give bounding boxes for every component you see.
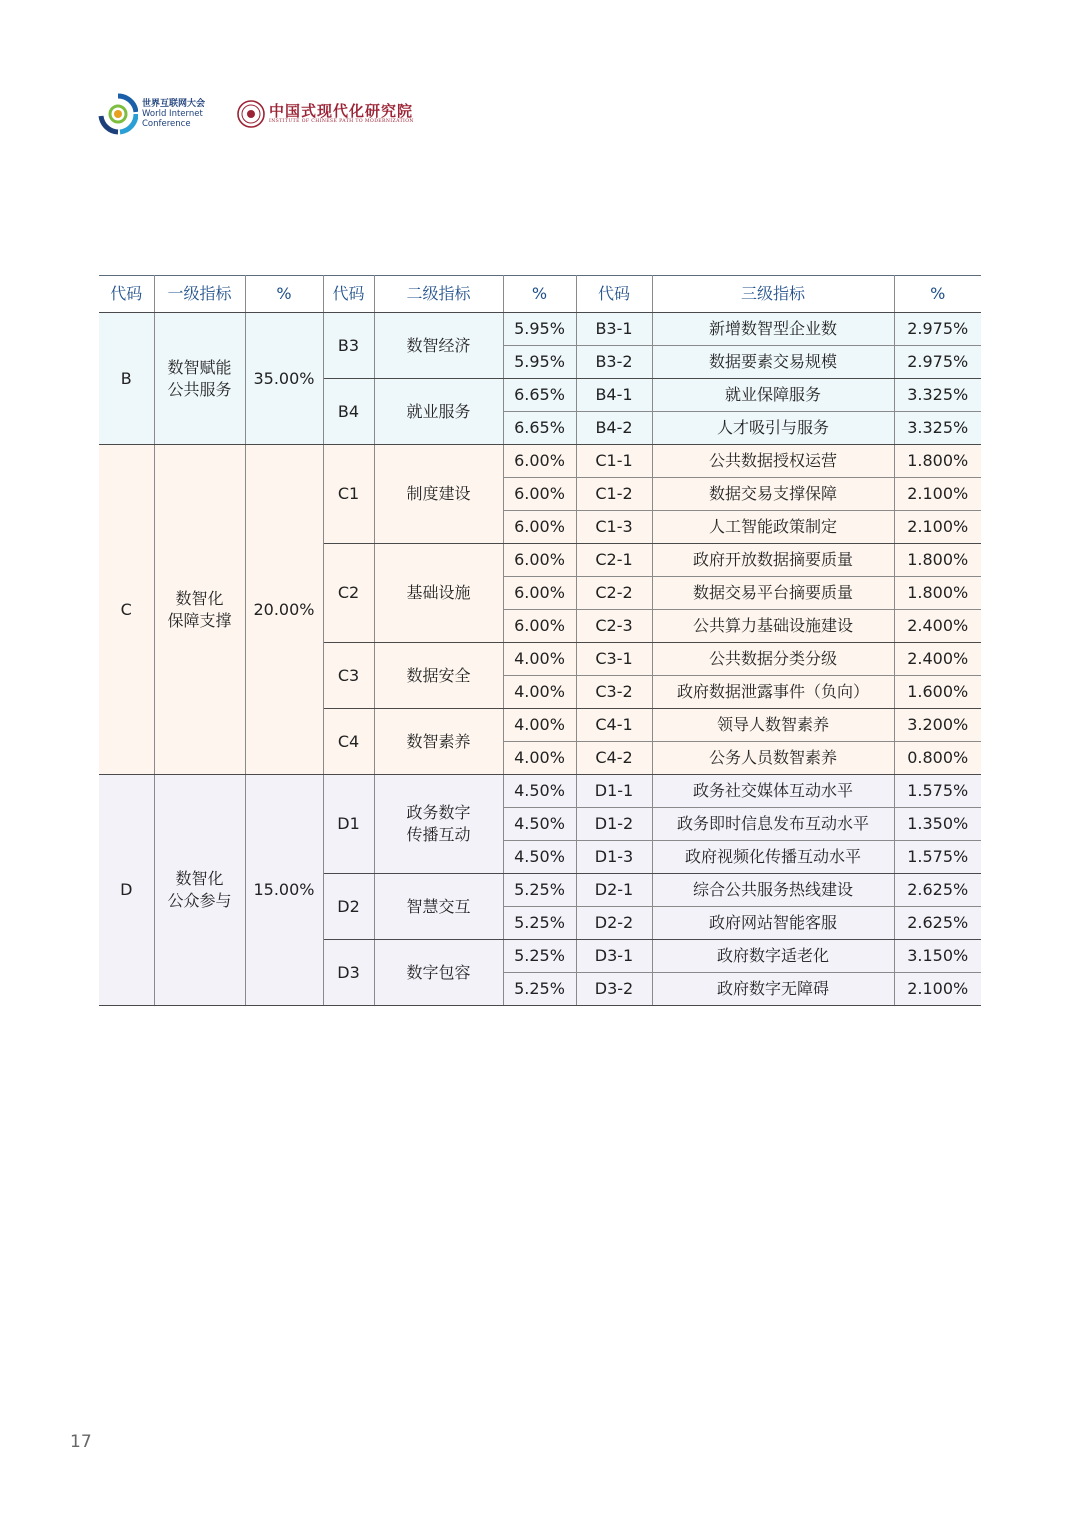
l3-code-cell: C4-2 <box>576 742 652 775</box>
l3-pct-cell: 3.150% <box>894 940 981 973</box>
indicator-table <box>99 275 981 1006</box>
l2-pct-cell: 4.00% <box>503 742 576 775</box>
l2-pct-cell: 5.25% <box>503 973 576 1006</box>
col-header-l2-code: 代码 <box>323 276 374 313</box>
l3-name-cell: 政务即时信息发布互动水平 <box>652 808 894 841</box>
col-header-l3-pct: % <box>894 276 981 313</box>
l3-pct-cell: 1.800% <box>894 445 981 478</box>
page-header <box>98 90 414 138</box>
l2-code-cell: D2 <box>323 874 374 940</box>
l3-name-cell: 政府数字无障碍 <box>652 973 894 1006</box>
l3-name-cell: 就业保障服务 <box>652 379 894 412</box>
l3-pct-cell: 2.975% <box>894 346 981 379</box>
l3-name-cell: 公共数据分类分级 <box>652 643 894 676</box>
l3-code-cell: D3-1 <box>576 940 652 973</box>
l3-name-cell: 数据交易支撑保障 <box>652 478 894 511</box>
l3-pct-cell: 0.800% <box>894 742 981 775</box>
l3-name-cell: 人才吸引与服务 <box>652 412 894 445</box>
icpm-logo <box>237 100 414 128</box>
col-header-l1-code: 代码 <box>99 276 154 313</box>
l3-code-cell: D1-3 <box>576 841 652 874</box>
l3-code-cell: D2-1 <box>576 874 652 907</box>
l2-code-cell: C1 <box>323 445 374 544</box>
l3-pct-cell: 1.800% <box>894 577 981 610</box>
l2-code-cell: C2 <box>323 544 374 643</box>
l2-pct-cell: 5.25% <box>503 907 576 940</box>
page-number: 17 <box>70 1432 92 1452</box>
col-header-l3-name: 三级指标 <box>652 276 894 313</box>
l2-code-cell: D3 <box>323 940 374 1006</box>
l3-name-cell: 政府数字适老化 <box>652 940 894 973</box>
l2-pct-cell: 5.95% <box>503 313 576 346</box>
l2-pct-cell: 5.25% <box>503 874 576 907</box>
l3-pct-cell: 1.575% <box>894 841 981 874</box>
l2-name-cell: 基础设施 <box>374 544 503 643</box>
l2-name-cell: 就业服务 <box>374 379 503 445</box>
l2-pct-cell: 6.00% <box>503 511 576 544</box>
l3-name-cell: 政府网站智能客服 <box>652 907 894 940</box>
l2-name-cell: 制度建设 <box>374 445 503 544</box>
l3-code-cell: B4-1 <box>576 379 652 412</box>
l2-name-cell: 数据安全 <box>374 643 503 709</box>
l2-name-cell: 政务数字 传播互动 <box>374 775 503 874</box>
l3-name-cell: 政府数据泄露事件（负向） <box>652 676 894 709</box>
l3-pct-cell: 2.400% <box>894 610 981 643</box>
l3-pct-cell: 2.100% <box>894 511 981 544</box>
l3-code-cell: B3-1 <box>576 313 652 346</box>
l3-code-cell: C3-1 <box>576 643 652 676</box>
l2-name-cell: 数智素养 <box>374 709 503 775</box>
l3-name-cell: 政府开放数据摘要质量 <box>652 544 894 577</box>
l3-name-cell: 领导人数智素养 <box>652 709 894 742</box>
l3-pct-cell: 2.625% <box>894 907 981 940</box>
l3-code-cell: D1-1 <box>576 775 652 808</box>
l2-pct-cell: 6.00% <box>503 610 576 643</box>
l2-pct-cell: 6.00% <box>503 478 576 511</box>
l3-code-cell: D1-2 <box>576 808 652 841</box>
l3-code-cell: C1-1 <box>576 445 652 478</box>
table-header-row <box>99 276 981 313</box>
l2-pct-cell: 6.00% <box>503 544 576 577</box>
l3-pct-cell: 3.200% <box>894 709 981 742</box>
l3-pct-cell: 1.575% <box>894 775 981 808</box>
wic-logo <box>98 92 205 136</box>
l3-pct-cell: 2.975% <box>894 313 981 346</box>
l2-code-cell: B3 <box>323 313 374 379</box>
l3-code-cell: C3-2 <box>576 676 652 709</box>
l1-pct-cell: 15.00% <box>245 775 323 1006</box>
l3-pct-cell: 3.325% <box>894 379 981 412</box>
l3-pct-cell: 2.400% <box>894 643 981 676</box>
wic-name-cn: 世界互联网大会 <box>142 99 206 109</box>
l1-name-cell: 数智赋能 公共服务 <box>154 313 245 445</box>
l2-code-cell: B4 <box>323 379 374 445</box>
l2-pct-cell: 4.50% <box>503 841 576 874</box>
l3-pct-cell: 1.800% <box>894 544 981 577</box>
l2-code-cell: C3 <box>323 643 374 709</box>
l1-name-cell: 数智化 公众参与 <box>154 775 245 1006</box>
col-header-l1-pct: % <box>245 276 323 313</box>
l2-pct-cell: 5.95% <box>503 346 576 379</box>
wic-name-en-1: World Internet <box>142 109 203 119</box>
l3-pct-cell: 1.350% <box>894 808 981 841</box>
col-header-l2-pct: % <box>503 276 576 313</box>
l3-code-cell: B4-2 <box>576 412 652 445</box>
l3-name-cell: 公共算力基础设施建设 <box>652 610 894 643</box>
seal-icon <box>237 100 265 128</box>
l3-pct-cell: 2.625% <box>894 874 981 907</box>
l2-pct-cell: 4.50% <box>503 808 576 841</box>
l3-code-cell: C2-1 <box>576 544 652 577</box>
l3-name-cell: 新增数智型企业数 <box>652 313 894 346</box>
l3-code-cell: C4-1 <box>576 709 652 742</box>
l3-code-cell: D2-2 <box>576 907 652 940</box>
l3-name-cell: 政府视频化传播互动水平 <box>652 841 894 874</box>
l3-name-cell: 数据交易平台摘要质量 <box>652 577 894 610</box>
col-header-l3-code: 代码 <box>576 276 652 313</box>
table-row <box>99 313 981 346</box>
l2-code-cell: C4 <box>323 709 374 775</box>
table-row <box>99 775 981 808</box>
icpm-name-cn: 中国式现代化研究院 <box>269 102 414 120</box>
l3-code-cell: C1-3 <box>576 511 652 544</box>
l2-name-cell: 智慧交互 <box>374 874 503 940</box>
l3-name-cell: 数据要素交易规模 <box>652 346 894 379</box>
l2-pct-cell: 5.25% <box>503 940 576 973</box>
table-row <box>99 445 981 478</box>
l2-pct-cell: 6.65% <box>503 379 576 412</box>
col-header-l2-name: 二级指标 <box>374 276 503 313</box>
l2-pct-cell: 6.00% <box>503 445 576 478</box>
icpm-name-en: INSTITUTE OF CHINESE PATH TO MODERNIZATION <box>269 119 414 124</box>
l3-code-cell: C2-3 <box>576 610 652 643</box>
l3-pct-cell: 1.600% <box>894 676 981 709</box>
l3-pct-cell: 2.100% <box>894 478 981 511</box>
wic-name-en-2: Conference <box>142 119 191 129</box>
l3-pct-cell: 3.325% <box>894 412 981 445</box>
l1-code-cell: B <box>99 313 154 445</box>
l2-code-cell: D1 <box>323 775 374 874</box>
l3-code-cell: B3-2 <box>576 346 652 379</box>
col-header-l1-name: 一级指标 <box>154 276 245 313</box>
l2-pct-cell: 6.00% <box>503 577 576 610</box>
l3-code-cell: C2-2 <box>576 577 652 610</box>
l1-code-cell: C <box>99 445 154 775</box>
l2-name-cell: 数字包容 <box>374 940 503 1006</box>
l3-name-cell: 政务社交媒体互动水平 <box>652 775 894 808</box>
l3-name-cell: 综合公共服务热线建设 <box>652 874 894 907</box>
l2-name-cell: 数智经济 <box>374 313 503 379</box>
l1-pct-cell: 35.00% <box>245 313 323 445</box>
l3-name-cell: 公共数据授权运营 <box>652 445 894 478</box>
l3-code-cell: D3-2 <box>576 973 652 1006</box>
wic-logo-icon <box>98 92 138 136</box>
l2-pct-cell: 4.00% <box>503 643 576 676</box>
l2-pct-cell: 6.65% <box>503 412 576 445</box>
l3-name-cell: 公务人员数智素养 <box>652 742 894 775</box>
l2-pct-cell: 4.00% <box>503 676 576 709</box>
l1-code-cell: D <box>99 775 154 1006</box>
l1-name-cell: 数智化 保障支撑 <box>154 445 245 775</box>
l1-pct-cell: 20.00% <box>245 445 323 775</box>
l3-pct-cell: 2.100% <box>894 973 981 1006</box>
l3-name-cell: 人工智能政策制定 <box>652 511 894 544</box>
l2-pct-cell: 4.50% <box>503 775 576 808</box>
l3-code-cell: C1-2 <box>576 478 652 511</box>
l2-pct-cell: 4.00% <box>503 709 576 742</box>
